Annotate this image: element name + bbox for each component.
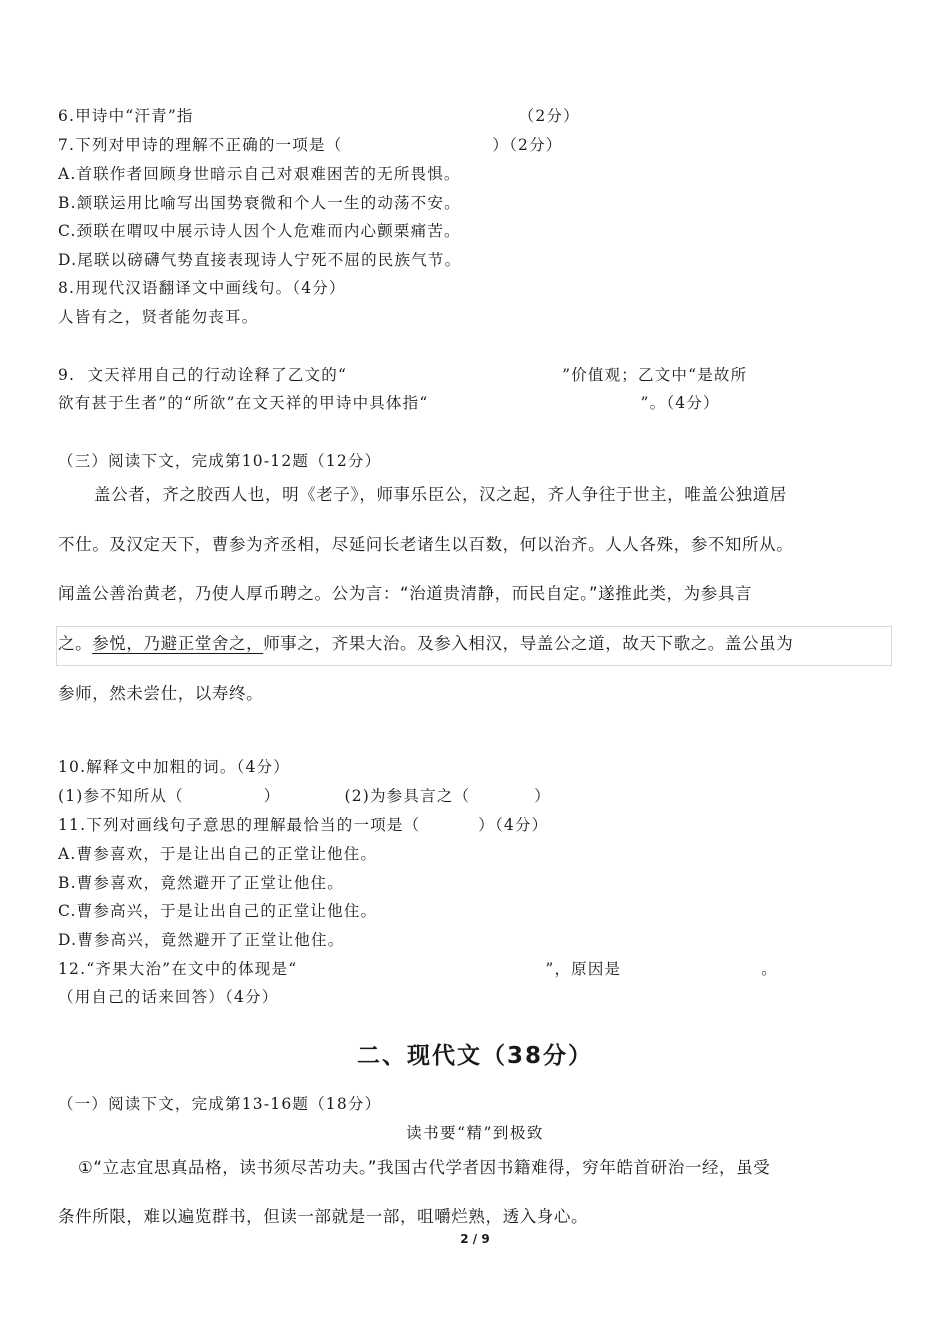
q6-text: 6.甲诗中“汗青”指 [58, 107, 194, 125]
q11-stem-b: ）（4分） [478, 816, 549, 834]
q10-item-b: (2)为参具言之（ [344, 787, 471, 805]
passage-line5: 参师，然未尝仕，以寿终。 [58, 684, 264, 703]
article-para1-line1: ①“立志宜思真品格，读书须尽苦功夫。”我国古代学者因书籍难得，穷年皓首研治一经，虽受 [78, 1158, 771, 1177]
q8-sentence: 人皆有之，贤者能勿丧耳。 [58, 308, 259, 326]
q9-line1 [58, 363, 747, 385]
q10-item-a: (1)参不知所从（ [58, 787, 184, 805]
section4-heading: （一）阅读下文，完成第13-16题（18分） [58, 1095, 382, 1113]
q6-score: （2分） [518, 107, 580, 125]
q9-line1-a: 9. 文天祥用自己的行动诠释了乙文的“ [58, 366, 348, 384]
q10-item-a-close: ） [263, 787, 281, 805]
q7-option-b: B.颔联运用比喻写出国势衰微和个人一生的动荡不安。 [58, 194, 461, 212]
passage-line4 [58, 630, 793, 654]
page-number: 2 / 9 [460, 1232, 490, 1246]
underlined-sentence: 参悦，乃避正堂舍之， [92, 634, 264, 653]
q7-option-c: C.颈联在喟叹中展示诗人因个人危难而内心颤栗痛苦。 [58, 222, 461, 240]
q9-line1-b: ”价值观；乙文中“是故所 [562, 366, 748, 384]
q9-line2-b: ”。（4分） [640, 394, 720, 412]
q12-note: （用自己的话来回答）（4分） [58, 988, 279, 1006]
passage-line2: 不仕。及汉定天下，曹参为齐丞相，尽延问长老诸生以百数，何以治齐。人人各殊，参不知所从。 [58, 535, 794, 554]
passage-line4-pre: 之。 [58, 634, 93, 653]
q10-items [58, 784, 551, 806]
q10-item-b-close: ） [534, 787, 551, 805]
q11-option-b: B.曹参喜欢，竟然避开了正堂让他住。 [58, 874, 344, 892]
q12-stem-c: 。 [761, 960, 778, 978]
q12-stem-b: ”，原因是 [545, 960, 622, 978]
passage-line4-post: 师事之，齐果大治。及参入相汉，导盖公之道，故天下歌之。盖公虽为 [263, 634, 794, 653]
q10-stem: 10.解释文中加粗的词。（4分） [58, 758, 290, 776]
q7-stem [58, 133, 563, 155]
q7-stem-a: 7.下列对甲诗的理解不正确的一项是（ [58, 136, 343, 154]
q11-option-c: C.曹参高兴，于是让出自己的正堂让他住。 [58, 902, 378, 920]
q9-line2-a: 欲有甚于生者”的“所欲”在文天祥的甲诗中具体指“ [58, 394, 429, 412]
q7-stem-b: ）（2分） [492, 136, 563, 154]
article-title: 读书要“精”到极致 [406, 1124, 544, 1142]
q11-stem-a: 11.下列对画线句子意思的理解最恰当的一项是（ [58, 816, 421, 834]
q8-stem: 8.用现代汉语翻译文中画线句。（4分） [58, 279, 346, 297]
q7-option-d: D.尾联以磅礴气势直接表现诗人宁死不屈的民族气节。 [58, 251, 462, 269]
q9-line2 [58, 391, 720, 413]
passage-line3: 闻盖公善治黄老，乃使人厚币聘之。公为言：“治道贵清静，而民自定。”遂推此类，为参具言 [58, 584, 753, 603]
q11-option-a: A.曹参喜欢，于是让出自己的正堂让他住。 [58, 845, 378, 863]
section3-heading: （三）阅读下文，完成第10-12题（12分） [58, 452, 382, 470]
passage-line1: 盖公者，齐之胶西人也，明《老子》，师事乐臣公，汉之起，齐人争往于世主，唯盖公独道居 [94, 485, 787, 504]
q6 [58, 104, 580, 126]
q7-option-a: A.首联作者回顾身世暗示自己对艰难困苦的无所畏惧。 [58, 165, 461, 183]
q12-stem [58, 957, 778, 979]
q11-option-d: D.曹参高兴，竟然避开了正堂让他住。 [58, 931, 345, 949]
q11-stem [58, 813, 548, 835]
q12-stem-a: 12.“齐果大治”在文中的体现是“ [58, 960, 298, 978]
part2-title: 二、现代文（38分） [356, 1043, 593, 1069]
article-para1-line2: 条件所限，难以遍览群书，但读一部就是一部，咀嚼烂熟，透入身心。 [58, 1207, 589, 1226]
